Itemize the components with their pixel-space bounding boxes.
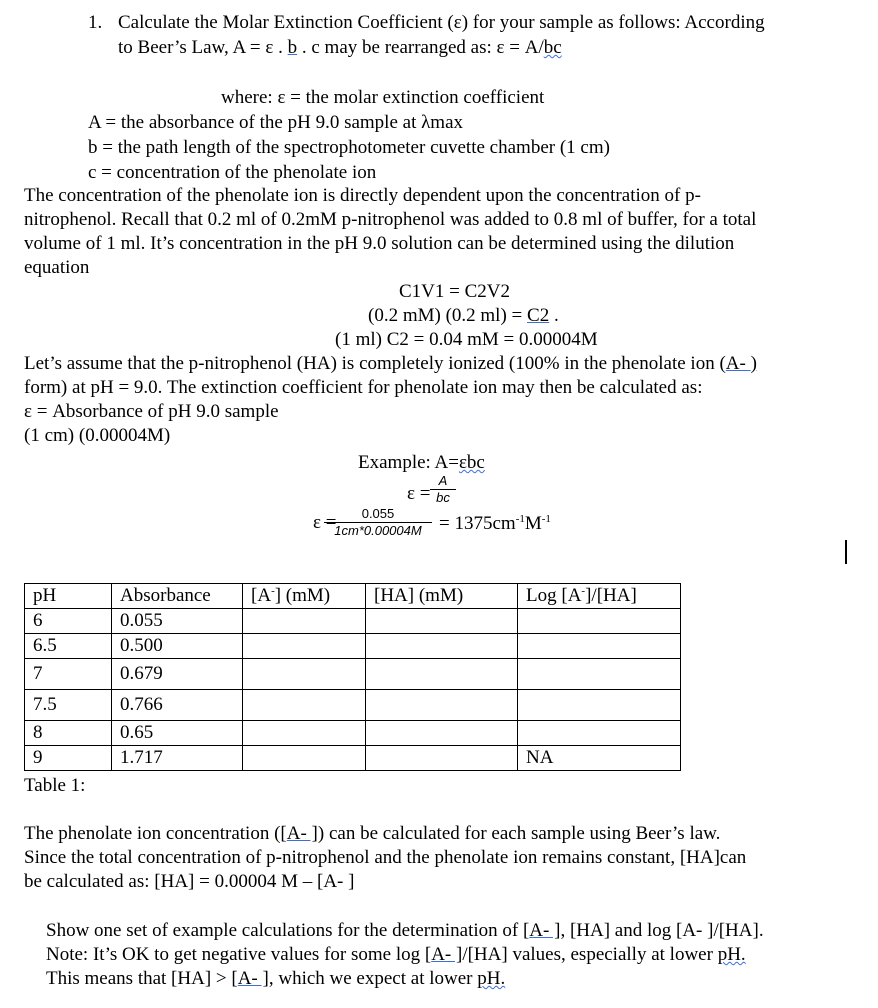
table-cell[interactable] bbox=[366, 609, 518, 634]
table-cell: 0.65 bbox=[112, 721, 243, 746]
table-cell: 0.679 bbox=[112, 659, 243, 690]
table-cell[interactable] bbox=[366, 690, 518, 721]
example-result: = $1375cm^{-1}M^{-1}$ bbox=[439, 513, 551, 534]
table-row bbox=[25, 634, 681, 659]
paragraph1-line2: nitrophenol. Recall that 0.2 ml of 0.2mM p-nitrophenol was added to 0.8 ml of buffer, for a total bbox=[24, 209, 757, 230]
table-cell[interactable] bbox=[518, 609, 681, 634]
table-row bbox=[25, 721, 681, 746]
table-cell: 0.766 bbox=[112, 690, 243, 721]
paragraph1-line1: The concentration of the phenolate ion is directly dependent upon the concentration of p- bbox=[24, 185, 701, 206]
data-table bbox=[24, 583, 681, 771]
table-cell[interactable] bbox=[243, 634, 366, 659]
paragraph3-line2: Since the total concentration of p-nitrophenol and the phenolate ion remains constant, [HA]can bbox=[24, 847, 747, 868]
table-row bbox=[25, 659, 681, 690]
table-cell: 6.5 bbox=[25, 634, 112, 659]
fraction-numerator: A bbox=[438, 473, 448, 488]
paragraph3-line3: be calculated as: [HA] = 0.00004 M – [A- ] bbox=[24, 871, 355, 892]
definition-a: A = the absorbance of the pH 9.0 sample at λmax bbox=[88, 112, 464, 133]
table-cell[interactable] bbox=[243, 690, 366, 721]
header-a-conc: [A-] (mM) bbox=[243, 584, 366, 609]
header-log-ratio: Log [A-]/[HA] bbox=[518, 584, 681, 609]
equation-dilution: C1V1 = C2V2 bbox=[399, 281, 511, 302]
equation-substitution: (0.2 mM) (0.2 ml) = C2 . bbox=[368, 305, 559, 326]
table-row bbox=[25, 690, 681, 721]
table-caption: Table 1: bbox=[24, 775, 86, 796]
item1-line1: Calculate the Molar Extinction Coefficient (ε) for your sample as follows: According bbox=[118, 12, 765, 33]
text-cursor bbox=[845, 540, 847, 564]
table-cell: 0.500 bbox=[112, 634, 243, 659]
definition-where: where: ε = the molar extinction coefficient bbox=[221, 87, 545, 108]
paragraph2-line3: ε = Absorbance of pH 9.0 sample bbox=[24, 401, 279, 422]
example-epsilon-1: ε = bbox=[407, 483, 431, 504]
paragraph4-line1: Show one set of example calculations for the determination of [A- ], [HA] and log [A- ]/[HA]. bbox=[46, 920, 764, 941]
table-cell: 0.055 bbox=[112, 609, 243, 634]
paragraph4-line3: This means that [HA] > [A- ], which we expect at lower pH. bbox=[46, 968, 506, 989]
paragraph2-line2: form) at pH = 9.0. The extinction coefficient for phenolate ion may then be calculated as: bbox=[24, 377, 703, 398]
table-cell[interactable] bbox=[518, 634, 681, 659]
example-fraction-value bbox=[324, 507, 432, 539]
table-row bbox=[25, 609, 681, 634]
table-row bbox=[25, 746, 681, 771]
table-cell[interactable] bbox=[518, 721, 681, 746]
item1-line2: to Beer’s Law, A = ε . b . c may be rearranged as: ε = A/bc bbox=[118, 37, 562, 58]
item-number: 1. bbox=[88, 12, 103, 33]
fraction-denominator: bc bbox=[436, 490, 450, 506]
table-cell: 8 bbox=[25, 721, 112, 746]
table-cell[interactable] bbox=[243, 659, 366, 690]
header-ph: pH bbox=[25, 584, 112, 609]
paragraph4-line2: Note: It’s OK to get negative values for some log [A- ]/[HA] values, especially at lower pH. bbox=[46, 944, 746, 965]
fraction-denominator: 1cm*0.00004M bbox=[334, 523, 422, 539]
paragraph1-line3: volume of 1 ml. It’s concentration in the pH 9.0 solution can be determined using the dilution bbox=[24, 233, 735, 254]
table-cell[interactable] bbox=[243, 721, 366, 746]
table-cell[interactable] bbox=[518, 659, 681, 690]
table-cell: 1.717 bbox=[112, 746, 243, 771]
table-cell: 7.5 bbox=[25, 690, 112, 721]
equation-result: (1 ml) C2 = 0.04 mM = 0.00004M bbox=[335, 329, 598, 350]
paragraph2-line4: (1 cm) (0.00004M) bbox=[24, 425, 171, 446]
table-cell[interactable] bbox=[518, 690, 681, 721]
paragraph3-line1: The phenolate ion concentration ([A- ]) can be calculated for each sample using Beer’s law. bbox=[24, 823, 721, 844]
example-title: Example: A=εbc bbox=[358, 452, 485, 473]
fraction-numerator: 0.055 bbox=[361, 506, 395, 521]
table-cell[interactable] bbox=[366, 721, 518, 746]
table-header-row bbox=[25, 584, 681, 609]
table-cell[interactable] bbox=[243, 609, 366, 634]
table-cell[interactable] bbox=[366, 659, 518, 690]
table-cell: 9 bbox=[25, 746, 112, 771]
table-cell[interactable] bbox=[366, 746, 518, 771]
table-cell[interactable] bbox=[366, 634, 518, 659]
definition-c: c = concentration of the phenolate ion bbox=[88, 162, 377, 183]
paragraph2-line1: Let’s assume that the p-nitrophenol (HA) is completely ionized (100% in the phenolate ion (A- ) bbox=[24, 353, 757, 374]
table-cell: 6 bbox=[25, 609, 112, 634]
definition-b: b = the path length of the spectrophotometer cuvette chamber (1 cm) bbox=[88, 137, 610, 158]
table-cell[interactable] bbox=[243, 746, 366, 771]
header-absorbance: Absorbance bbox=[112, 584, 243, 609]
table-cell: NA bbox=[518, 746, 681, 771]
example-epsilon-2: ε = bbox=[313, 512, 337, 533]
example-fraction-a-over-bc bbox=[430, 474, 456, 506]
header-ha-conc: [HA] (mM) bbox=[366, 584, 518, 609]
paragraph1-line4: equation bbox=[24, 257, 90, 278]
table-cell: 7 bbox=[25, 659, 112, 690]
